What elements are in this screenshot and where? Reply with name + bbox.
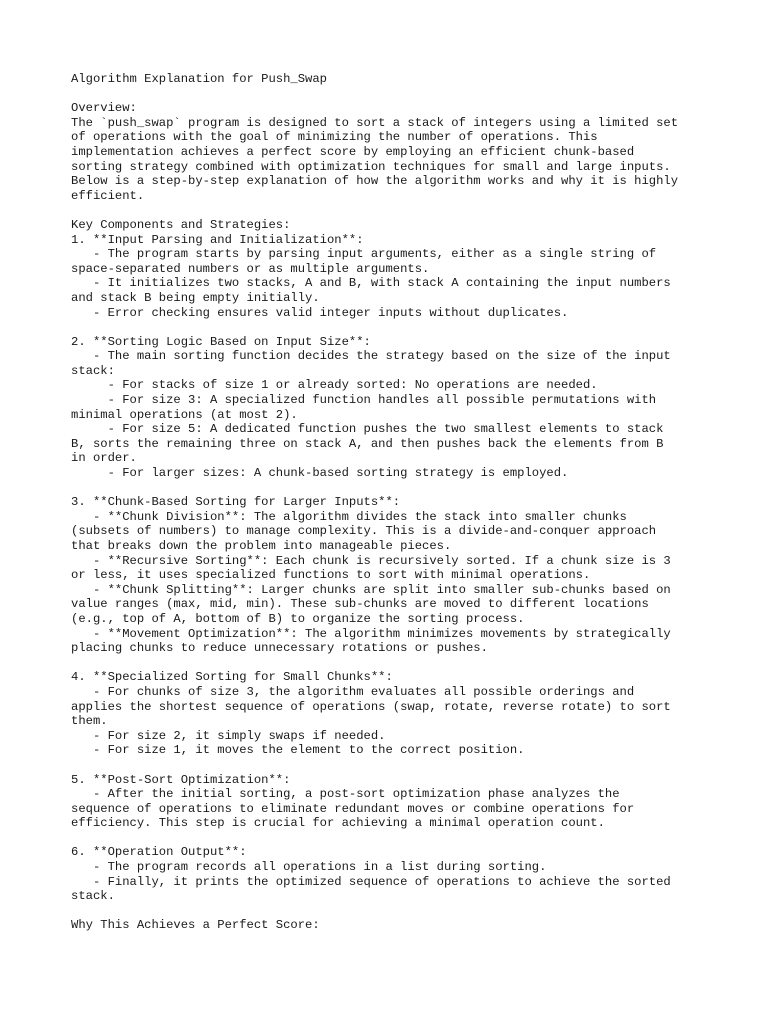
blank-line [71, 87, 711, 102]
text-line: - Finally, it prints the optimized sequence of operations to achieve the sorted [71, 874, 671, 889]
text-line: - **Movement Optimization**: The algorithm minimizes movements by strategically [71, 626, 671, 641]
text-line: - The program records all operations in a list during sorting. [71, 860, 547, 875]
text-line: minimal operations (at most 2). [71, 407, 298, 422]
blank-line [71, 656, 711, 671]
text-line: - For chunks of size 3, the algorithm evaluates all possible orderings and [71, 684, 635, 699]
blank-line [71, 203, 711, 218]
text-line: implementation achieves a perfect score by employing an efficient chunk-based [71, 144, 635, 159]
text-line: placing chunks to reduce unnecessary rotations or pushes. [71, 641, 488, 656]
list-heading: 1. **Input Parsing and Initialization**: [71, 232, 364, 247]
text-line: that breaks down the problem into manageable pieces. [71, 539, 452, 553]
document-title: Algorithm Explanation for Push_Swap [71, 72, 327, 86]
text-line: them. [71, 714, 108, 729]
list-heading: 3. **Chunk-Based Sorting for Larger Inputs**: [71, 495, 401, 510]
text-line: (subsets of numbers) to manage complexity. This is a divide-and-conquer approach [71, 524, 657, 539]
blank-line [71, 831, 711, 846]
section-heading-why-perfect-score: Why This Achieves a Perfect Score: [71, 918, 320, 933]
blank-line [71, 758, 711, 773]
text-line: applies the shortest sequence of operations (swap, rotate, reverse rotate) to sort [71, 699, 671, 714]
text-line: and stack B being empty initially. [71, 290, 320, 305]
text-line: sequence of operations to eliminate redundant moves or combine operations for [71, 801, 635, 816]
list-heading: 5. **Post-Sort Optimization**: [71, 772, 291, 787]
blank-line [71, 904, 711, 919]
list-heading: 6. **Operation Output**: [71, 845, 247, 860]
text-line: stack. [71, 889, 115, 904]
section-heading-overview: Overview: [71, 101, 137, 116]
text-line: stack: [71, 363, 115, 378]
text-line: - For size 5: A dedicated function pushes the two smallest elements to stack [71, 422, 664, 437]
text-line: in order. [71, 451, 137, 466]
list-heading: 4. **Specialized Sorting for Small Chunks**: [71, 670, 393, 685]
text-line: of operations with the goal of minimizing the number of operations. This [71, 130, 598, 145]
text-line: - The program starts by parsing input arguments, either as a single string of [71, 247, 657, 262]
text-line: (e.g., top of A, bottom of B) to organize the sorting process. [71, 611, 525, 626]
blank-line [71, 320, 711, 335]
text-line: - **Chunk Splitting**: Larger chunks are split into smaller sub-chunks based on [71, 582, 671, 597]
text-line: - **Recursive Sorting**: Each chunk is recursively sorted. If a chunk size is 3 [71, 553, 671, 568]
text-line: - For size 3: A specialized function handles all possible permutations with [71, 393, 657, 408]
document-page [71, 72, 711, 933]
text-line: - **Chunk Division**: The algorithm divides the stack into smaller chunks [71, 509, 627, 524]
text-line: The `push_swap` program is designed to sort a stack of integers using a limited set [71, 115, 679, 130]
text-line: - For stacks of size 1 or already sorted: No operations are needed. [71, 378, 598, 393]
text-line: B, sorts the remaining three on stack A, and then pushes back the elements from B [71, 436, 664, 451]
text-line: efficient. [71, 188, 145, 203]
text-line: - The main sorting function decides the strategy based on the size of the input [71, 349, 671, 364]
text-line: efficiency. This step is crucial for achieving a minimal operation count. [71, 816, 605, 831]
list-heading: 2. **Sorting Logic Based on Input Size**: [71, 334, 371, 349]
text-line: - For larger sizes: A chunk-based sorting strategy is employed. [71, 466, 569, 481]
text-line: - Error checking ensures valid integer inputs without duplicates. [71, 305, 569, 320]
text-line: value ranges (max, mid, min). These sub-chunks are moved to different locations [71, 597, 649, 612]
text-line: - After the initial sorting, a post-sort optimization phase analyzes the [71, 787, 620, 802]
text-line: Below is a step-by-step explanation of how the algorithm works and why it is highly [71, 174, 679, 189]
section-heading-key-components: Key Components and Strategies: [71, 217, 291, 232]
text-line: - For size 1, it moves the element to the correct position. [71, 743, 525, 758]
text-line: space-separated numbers or as multiple arguments. [71, 261, 430, 276]
text-line: - For size 2, it simply swaps if needed. [71, 728, 386, 743]
text-line: - It initializes two stacks, A and B, with stack A containing the input numbers [71, 276, 671, 291]
text-line: sorting strategy combined with optimization techniques for small and large inputs. [71, 159, 671, 174]
blank-line [71, 481, 711, 496]
text-line: or less, it uses specialized functions to sort with minimal operations. [71, 568, 591, 583]
